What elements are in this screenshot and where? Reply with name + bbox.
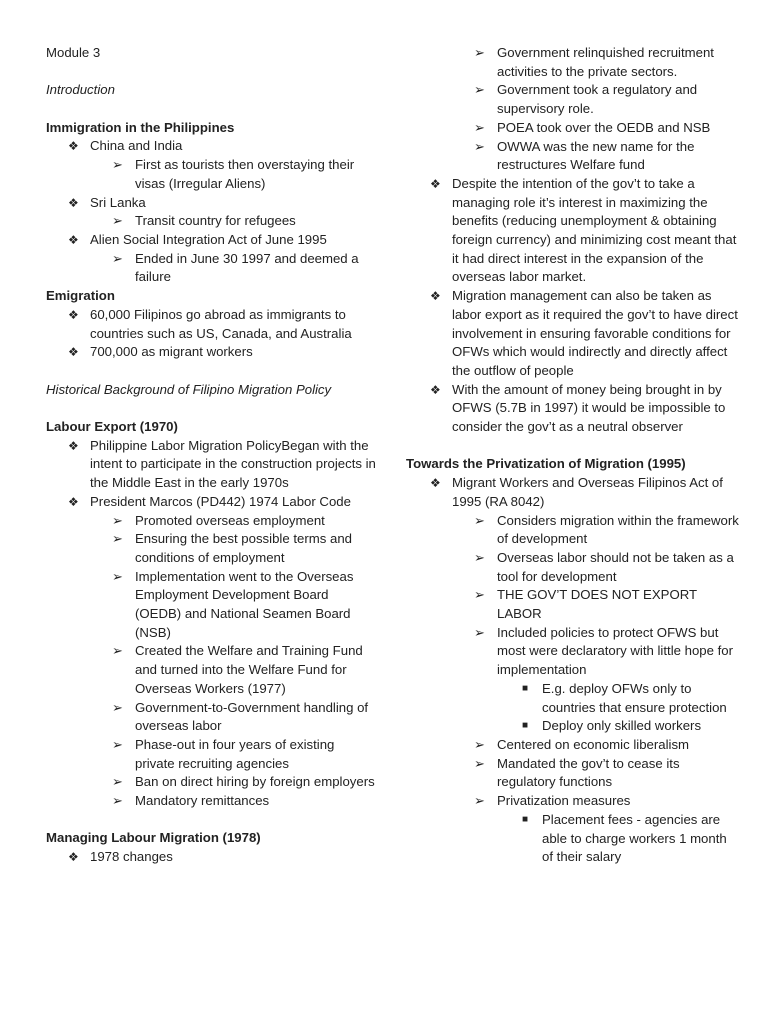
list-item: ➢ Phase-out in four years of existing private recruiting agencies bbox=[112, 736, 335, 771]
arrow-bullet-icon: ➢ bbox=[474, 512, 485, 528]
arrow-bullet-icon: ➢ bbox=[474, 82, 485, 98]
list-item: ■ Deploy only skilled workers bbox=[406, 717, 741, 736]
list-item: ■ E.g. deploy OFWs only to countries that ensure protection bbox=[522, 680, 727, 715]
arrow-bullet-icon: ➢ bbox=[112, 250, 123, 266]
arrow-bullet-icon: ➢ bbox=[112, 568, 123, 584]
list-item: ❖ With the amount of money being brought in by OFWS (5.7B in 1997) it would be impossible to consider the gov’t as a neutral observer bbox=[430, 381, 726, 435]
arrow-bullet-icon: ➢ bbox=[474, 737, 485, 752]
list-item: ➢ Overseas labor should not be taken as a tool for development bbox=[474, 549, 734, 584]
introduction-heading: Introduction bbox=[46, 82, 115, 98]
list-item: ➢ Government relinquished recruitment activities to the private sectors. bbox=[474, 45, 714, 79]
list-item: ❖ Migrant Workers and Overseas Filipinos Act of 1995 (RA 8042) bbox=[430, 475, 723, 509]
arrow-bullet-icon: ➢ bbox=[474, 755, 485, 771]
arrow-bullet-icon: ➢ bbox=[112, 699, 123, 715]
list-item: ■ Placement fees - agencies are able to charge workers 1 month of their salary bbox=[522, 811, 727, 865]
diamond-bullet-icon: ❖ bbox=[68, 494, 79, 509]
list-item: ➢ THE GOV’T DOES NOT EXPORT LABOR bbox=[474, 587, 697, 622]
diamond-bullet-icon: ❖ bbox=[68, 345, 79, 360]
arrow-bullet-icon: ➢ bbox=[112, 643, 123, 659]
list-item: ➢ Centered on economic liberalism bbox=[406, 736, 741, 755]
right-column bbox=[406, 44, 741, 867]
list-item: ➢ Mandatory remittances bbox=[46, 792, 376, 811]
list-item: ➢ Implementation went to the Overseas Employment Development Board (OEDB) and National Seamen Board (NSB) bbox=[112, 568, 354, 640]
emigration-heading: Emigration bbox=[46, 288, 115, 304]
arrow-bullet-icon: ➢ bbox=[112, 736, 123, 752]
diamond-bullet-icon: ❖ bbox=[430, 176, 441, 191]
list-item: ❖ China and India bbox=[46, 137, 376, 156]
arrow-bullet-icon: ➢ bbox=[474, 549, 485, 565]
arrow-bullet-icon: ➢ bbox=[112, 157, 123, 173]
arrow-bullet-icon: ➢ bbox=[474, 793, 485, 809]
list-item: ➢ OWWA was the new name for the restructures Welfare fund bbox=[474, 138, 695, 173]
list-item: ❖ Philippine Labor Migration PolicyBegan with the intent to participate in the construction projects in the Middle East in the early 1970s bbox=[68, 437, 376, 491]
list-item: ➢ Created the Welfare and Training Fund and turned into the Welfare Fund for Overseas Workers (1977) bbox=[112, 643, 363, 696]
list-item: ❖ President Marcos (PD442) 1974 Labor Code bbox=[46, 493, 376, 512]
arrow-bullet-icon: ➢ bbox=[474, 119, 485, 135]
diamond-bullet-icon: ❖ bbox=[68, 307, 79, 322]
list-item: ❖ Migration management can also be taken as labor export as it required the gov’t to have direct involvement in ensuring favorable conditions for OFWs which would indirectly and directly affect the outflow of people bbox=[430, 288, 738, 378]
list-item: ❖ Despite the intention of the gov’t to take a managing role it’s interest in maximizing the benefits (reducing unemployment & obtaining foreign currency) and minimizing cost meant that it had direct interest in the expansion of the overseas labor market. bbox=[430, 175, 737, 285]
list-item: ❖ Sri Lanka bbox=[46, 194, 376, 213]
list-item: ➢ Government-to-Government handling of overseas labor bbox=[112, 699, 369, 734]
list-item: ➢ Privatization measures bbox=[406, 792, 741, 811]
diamond-bullet-icon: ❖ bbox=[430, 289, 441, 304]
square-bullet-icon: ■ bbox=[522, 720, 529, 732]
list-item: ➢ Ensuring the best possible terms and conditions of employment bbox=[112, 531, 352, 565]
diamond-bullet-icon: ❖ bbox=[68, 438, 79, 453]
list-item: ➢ Government took a regulatory and supervisory role. bbox=[474, 82, 698, 117]
immigration-heading: Immigration in the Philippines bbox=[46, 119, 235, 135]
arrow-bullet-icon: ➢ bbox=[112, 512, 123, 528]
diamond-bullet-icon: ❖ bbox=[68, 139, 79, 154]
list-item: ➢ First as tourists then overstaying their visas (Irregular Aliens) bbox=[112, 157, 355, 191]
list-item: ❖ Alien Social Integration Act of June 1995 bbox=[46, 231, 376, 250]
arrow-bullet-icon: ➢ bbox=[474, 587, 485, 603]
arrow-bullet-icon: ➢ bbox=[112, 531, 123, 547]
labour-export-heading: Labour Export (1970) bbox=[46, 419, 178, 434]
list-item: ➢ Transit country for refugees bbox=[46, 212, 376, 231]
list-item: ➢ Promoted overseas employment bbox=[46, 512, 376, 531]
diamond-bullet-icon: ❖ bbox=[430, 382, 441, 397]
diamond-bullet-icon: ❖ bbox=[430, 476, 441, 491]
arrow-bullet-icon: ➢ bbox=[112, 793, 123, 809]
list-item: ➢ POEA took over the OEDB and NSB bbox=[406, 119, 741, 138]
list-item: ❖ 700,000 as migrant workers bbox=[46, 343, 376, 362]
square-bullet-icon: ■ bbox=[522, 813, 529, 825]
left-column bbox=[46, 44, 376, 867]
managing-labour-heading: Managing Labour Migration (1978) bbox=[46, 830, 261, 846]
historical-heading: Historical Background of Filipino Migration Policy bbox=[46, 381, 332, 397]
module-title: Module 3 bbox=[46, 45, 101, 60]
list-item: ➢ Considers migration within the framework of development bbox=[474, 512, 739, 547]
diamond-bullet-icon: ❖ bbox=[68, 233, 79, 247]
list-item: ➢ Ban on direct hiring by foreign employers bbox=[46, 773, 376, 792]
arrow-bullet-icon: ➢ bbox=[112, 774, 123, 790]
diamond-bullet-icon: ❖ bbox=[68, 850, 79, 865]
list-item: ➢ Mandated the gov’t to cease its regulatory functions bbox=[474, 755, 680, 790]
privatization-heading: Towards the Privatization of Migration (1995) bbox=[406, 456, 686, 472]
arrow-bullet-icon: ➢ bbox=[112, 213, 123, 229]
square-bullet-icon: ■ bbox=[522, 682, 529, 694]
arrow-bullet-icon: ➢ bbox=[474, 624, 485, 640]
list-item: ➢ Included policies to protect OFWS but most were declaratory with little hope for implementation bbox=[474, 624, 734, 678]
list-item: ❖ 60,000 Filipinos go abroad as immigrants to countries such as US, Canada, and Australia bbox=[68, 306, 352, 341]
diamond-bullet-icon: ❖ bbox=[68, 195, 79, 210]
list-item: ❖ 1978 changes bbox=[46, 848, 376, 867]
arrow-bullet-icon: ➢ bbox=[474, 45, 485, 60]
list-item: ➢ Ended in June 30 1997 and deemed a failure bbox=[112, 250, 359, 285]
arrow-bullet-icon: ➢ bbox=[474, 138, 485, 154]
